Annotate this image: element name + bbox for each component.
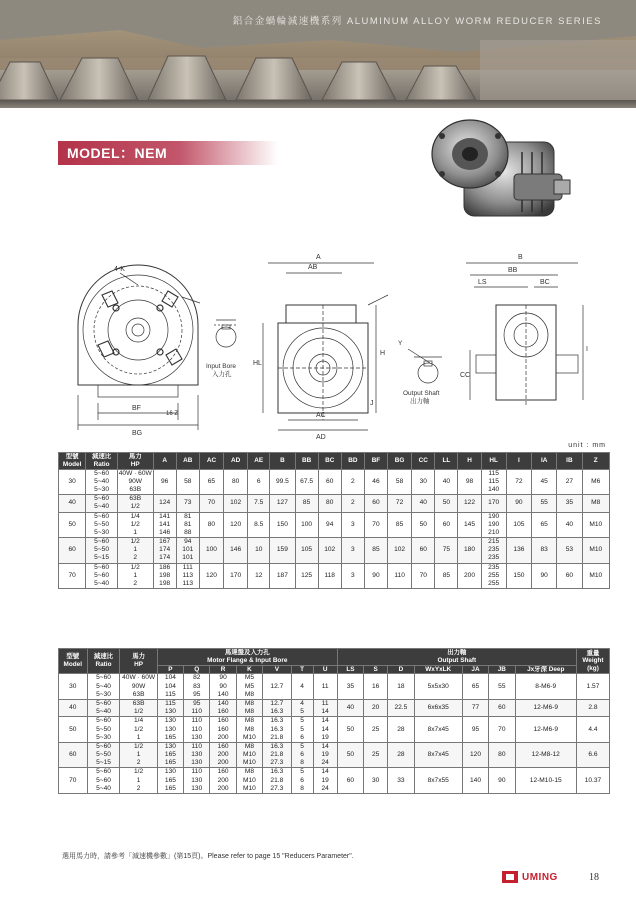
cell-ja: 65 <box>462 674 488 700</box>
table-row <box>59 742 610 768</box>
label-b: B <box>518 254 523 261</box>
cell-b: 99.5 <box>270 469 295 495</box>
label-bc: BC <box>540 279 550 286</box>
col-ad: AD <box>224 453 248 470</box>
col-s: S <box>364 665 388 674</box>
cell-a: 141 141 146 <box>153 512 176 538</box>
cell-ratio: 5~60 5~60 5~40 <box>86 563 118 589</box>
cell-k: M8 M8 <box>236 699 262 716</box>
cell-ib: 60 <box>557 563 582 589</box>
cell-ib: 35 <box>557 495 582 512</box>
cell-i: 136 <box>506 538 531 564</box>
col-v: V <box>263 665 292 674</box>
col-wxyxlk: WxYxLK <box>414 665 462 674</box>
cell-u: 14 19 24 <box>313 742 337 768</box>
cell-h: 145 <box>458 512 481 538</box>
col-bg: BG <box>388 453 412 470</box>
cell-bf: 85 <box>364 538 387 564</box>
cell-a: 96 <box>153 469 176 495</box>
cell-p: 130 130 165 <box>157 717 183 743</box>
cell-hp: 1/2 1 2 <box>120 768 157 794</box>
table-row <box>59 512 610 538</box>
cell-ia: 45 <box>532 469 557 495</box>
col-b: B <box>270 453 295 470</box>
cell-model: 40 <box>59 495 86 512</box>
cell-bf: 90 <box>364 563 387 589</box>
cell-hl: 115 115 140 <box>481 469 506 495</box>
cell-t: 4 5 <box>291 699 313 716</box>
cell-ratio: 5~60 5~50 5~15 <box>87 742 120 768</box>
cell-s: 16 <box>364 674 388 700</box>
cell-bg: 85 <box>388 512 412 538</box>
cell-k: M5 M5 M8 <box>236 674 262 700</box>
cell-h: 180 <box>458 538 481 564</box>
cell-ad: 120 <box>224 512 248 538</box>
cell-ja: 120 <box>462 742 488 768</box>
cell-model: 40 <box>59 699 88 716</box>
cell-t: 5 5 6 <box>291 717 313 743</box>
col-bc: BC <box>318 453 341 470</box>
cell-q: 110 130 130 <box>184 742 210 768</box>
dimension-table-header <box>59 453 610 470</box>
table-row <box>59 674 610 700</box>
series-title: 鋁合金蝸輪減速機系列 ALUMINUM ALLOY WORM REDUCER SERIES <box>232 16 602 27</box>
cell-h: 122 <box>458 495 481 512</box>
cell-ls: 60 <box>337 768 363 794</box>
col-d: D <box>388 665 414 674</box>
col-q: Q <box>184 665 210 674</box>
label-i: I <box>586 346 588 353</box>
cell-ab: 81 81 88 <box>176 512 199 538</box>
label-ac: AC <box>316 412 326 419</box>
page-number: 18 <box>589 872 599 883</box>
label-ls: LS <box>478 279 487 286</box>
cell-cc: 70 <box>412 563 435 589</box>
cell-r: 160 160 200 <box>210 717 236 743</box>
cell-t: 5 6 8 <box>291 742 313 768</box>
cell-ia: 90 <box>532 563 557 589</box>
cell-z: M10 <box>582 538 610 564</box>
cell-u: 11 14 <box>313 699 337 716</box>
cell-i: 105 <box>506 512 531 538</box>
cell-bb: 105 <box>295 538 318 564</box>
cell-q: 110 130 130 <box>184 768 210 794</box>
cell-bf: 46 <box>364 469 387 495</box>
cell-jx: 12-M6-9 <box>515 699 576 716</box>
cell-b: 159 <box>270 538 295 564</box>
cell-ac: 70 <box>199 495 223 512</box>
cell-cc: 30 <box>412 469 435 495</box>
table-row <box>59 563 610 589</box>
cell-model: 30 <box>59 674 88 700</box>
cell-ratio: 5~60 5~50 5~30 <box>87 717 120 743</box>
cell-k: M8 M8 M10 <box>236 717 262 743</box>
cell-hp: 40W · 60W 90W 63B <box>118 469 152 493</box>
col-bf: BF <box>364 453 387 470</box>
cell-d: 28 <box>388 742 414 768</box>
cell-ratio: 5~60 5~40 5~30 <box>87 674 120 700</box>
cell-q: 82 83 95 <box>184 674 210 700</box>
col-jb: JB <box>489 665 515 674</box>
col-ib: IB <box>557 453 582 470</box>
cell-w: 5x5x30 <box>414 674 462 700</box>
cell-ib: 53 <box>557 538 582 564</box>
cell-ratio: 5~60 5~40 <box>87 699 120 716</box>
label-input-bore: Input Bore <box>206 363 236 370</box>
group-motor-flange: 馬達盤及入力孔 Motor Flange & Input Bore <box>157 649 337 666</box>
cell-h: 200 <box>458 563 481 589</box>
cell-jb: 60 <box>489 699 515 716</box>
cell-h: 98 <box>458 469 481 495</box>
cell-s: 25 <box>364 717 388 743</box>
cell-bb: 67.5 <box>295 469 318 495</box>
cell-bc: 94 <box>318 512 341 538</box>
cell-ll: 40 <box>435 469 458 495</box>
cell-model: 60 <box>59 742 88 768</box>
cell-ls: 40 <box>337 699 363 716</box>
label-h: H <box>380 350 386 357</box>
logo-icon <box>502 871 518 883</box>
label-cc: CC <box>460 372 471 379</box>
label-z: 16 Z <box>166 411 179 417</box>
col-ia: IA <box>532 453 557 470</box>
cell-s: 20 <box>364 699 388 716</box>
cell-ratio: 5~60 5~50 5~30 <box>86 512 118 538</box>
col-ratio: 減速比 Ratio <box>87 649 120 674</box>
cell-bc: 80 <box>318 495 341 512</box>
label-4k: 4-K <box>114 266 125 273</box>
cell-d: 22.5 <box>388 699 414 716</box>
label-hl: HL <box>253 360 262 367</box>
col-t: T <box>291 665 313 674</box>
cell-ll: 50 <box>435 495 458 512</box>
col-jx-deep: Jx牙深 Deep <box>515 665 576 674</box>
table-row <box>59 538 610 564</box>
unit-label: unit : mm <box>568 442 606 449</box>
cell-bb: 100 <box>295 512 318 538</box>
cell-hp: 63B 1/2 <box>120 699 157 716</box>
cell-ls: 35 <box>337 674 363 700</box>
cell-a: 186 198 198 <box>153 563 176 589</box>
cell-hp: 1/4 1/2 1 <box>117 512 153 538</box>
col-weight: 重量 Weight (kg) <box>576 649 609 674</box>
cell-u: 14 14 19 <box>313 717 337 743</box>
cell-bf: 60 <box>364 495 387 512</box>
model-title: MODEL：NEM <box>58 141 278 165</box>
cell-hp: 1/2 1 2 <box>120 742 157 768</box>
col-cc: CC <box>412 453 435 470</box>
col-p: P <box>157 665 183 674</box>
cell-bb: 85 <box>295 495 318 512</box>
cell-jx: 12-M10-15 <box>515 768 576 794</box>
cell-ab: 111 113 113 <box>176 563 199 589</box>
cell-bg: 110 <box>388 563 412 589</box>
cell-cc: 40 <box>412 495 435 512</box>
col-i: I <box>506 453 531 470</box>
col-h: H <box>458 453 481 470</box>
label-bg: BG <box>132 430 143 437</box>
cell-jx: 8-M6-9 <box>515 674 576 700</box>
label-bf: BF <box>132 405 141 412</box>
col-u: U <box>313 665 337 674</box>
cell-ae: 10 <box>248 538 270 564</box>
cell-ll: 75 <box>435 538 458 564</box>
cell-w: 8x7x55 <box>414 768 462 794</box>
cell-v: 16.3 21.8 27.3 <box>263 742 292 768</box>
cell-ad: 102 <box>224 495 248 512</box>
col-ac: AC <box>199 453 223 470</box>
table-row <box>59 495 610 512</box>
label-ab: AB <box>308 264 318 271</box>
cell-ab: 94 101 101 <box>176 538 199 564</box>
cell-wt: 1.57 <box>576 674 609 700</box>
cell-i: 90 <box>506 495 531 512</box>
cell-t: 4 <box>291 674 313 700</box>
cell-r: 160 200 200 <box>210 742 236 768</box>
col-ja: JA <box>462 665 488 674</box>
cell-ratio: 5~60 5~50 5~15 <box>86 538 118 564</box>
cell-p: 130 165 165 <box>157 768 183 794</box>
cell-hp: 1/2 1 2 <box>117 538 153 564</box>
col-k: K <box>236 665 262 674</box>
label-input-bore-cn: 入力孔 <box>212 371 232 378</box>
cell-ae: 7.5 <box>248 495 270 512</box>
col-hl: HL <box>481 453 506 470</box>
cell-jb: 55 <box>489 674 515 700</box>
flange-shaft-table-body <box>59 674 610 794</box>
cell-hp: 40W · 60W 90W 63B <box>120 674 157 700</box>
cell-hl: 170 <box>481 495 506 512</box>
cell-k: M8 M10 M10 <box>236 742 262 768</box>
cell-bg: 102 <box>388 538 412 564</box>
brand-name: UMING <box>522 871 558 883</box>
cell-ia: 65 <box>532 512 557 538</box>
cell-ja: 140 <box>462 768 488 794</box>
cell-ad: 80 <box>224 469 248 495</box>
cell-r: 140 160 <box>210 699 236 716</box>
cell-u: 14 19 24 <box>313 768 337 794</box>
cell-p: 130 165 165 <box>157 742 183 768</box>
cell-ratio: 5~60 5~60 5~40 <box>87 768 120 794</box>
cell-z: M10 <box>582 512 610 538</box>
cell-bf: 70 <box>364 512 387 538</box>
cell-q: 110 110 130 <box>184 717 210 743</box>
cell-ae: 12 <box>248 563 270 589</box>
label-j: J <box>370 400 374 407</box>
cell-d: 18 <box>388 674 414 700</box>
cell-v: 12.7 <box>263 674 292 700</box>
cell-wt: 6.6 <box>576 742 609 768</box>
col-ae: AE <box>248 453 270 470</box>
cell-ac: 120 <box>199 563 223 589</box>
table-row <box>59 768 610 794</box>
cell-ab: 73 <box>176 495 199 512</box>
cell-z: M6 <box>582 469 610 495</box>
cell-b: 127 <box>270 495 295 512</box>
col-hp: 馬力 HP <box>120 649 157 674</box>
dimension-drawing <box>58 245 594 445</box>
cell-model: 70 <box>59 563 86 589</box>
col-model: 型號 Model <box>59 649 88 674</box>
cell-p: 115 130 <box>157 699 183 716</box>
cell-a: 167 174 174 <box>153 538 176 564</box>
cell-r: 160 200 200 <box>210 768 236 794</box>
cell-bc: 60 <box>318 469 341 495</box>
col-hp: 馬力 HP <box>117 453 153 470</box>
cell-b: 150 <box>270 512 295 538</box>
cell-wt: 2.8 <box>576 699 609 716</box>
cell-ls: 50 <box>337 717 363 743</box>
cell-ac: 100 <box>199 538 223 564</box>
footnote: 選用馬力時，請參考「減速機參數」(第15頁)。Please refer to page 15 "Reducers Parameter". <box>62 853 354 860</box>
dimension-table-body <box>59 469 610 589</box>
group-output-shaft: 出力軸 Output Shaft <box>337 649 576 666</box>
col-r: R <box>210 665 236 674</box>
cell-model: 50 <box>59 512 86 538</box>
cell-bb: 125 <box>295 563 318 589</box>
cell-z: M10 <box>582 563 610 589</box>
cell-ae: 6 <box>248 469 270 495</box>
cell-b: 187 <box>270 563 295 589</box>
col-bd: BD <box>341 453 364 470</box>
col-ab: AB <box>176 453 199 470</box>
col-model: 型號 Model <box>59 453 86 470</box>
label-a: A <box>316 254 321 261</box>
cell-bd: 2 <box>341 469 364 495</box>
output-shaft-detail <box>408 349 442 383</box>
cell-ratio: 5~60 5~40 5~30 <box>86 469 118 495</box>
table-row <box>59 469 610 495</box>
cell-ll: 85 <box>435 563 458 589</box>
cell-bd: 3 <box>341 512 364 538</box>
cell-cc: 60 <box>412 538 435 564</box>
cell-ad: 170 <box>224 563 248 589</box>
flange-shaft-table <box>58 648 610 794</box>
cell-s: 25 <box>364 742 388 768</box>
cell-t: 5 6 8 <box>291 768 313 794</box>
cell-k: M8 M10 M10 <box>236 768 262 794</box>
cell-z: M8 <box>582 495 610 512</box>
cell-ja: 95 <box>462 717 488 743</box>
cell-ia: 55 <box>532 495 557 512</box>
cell-cc: 50 <box>412 512 435 538</box>
cell-r: 90 90 140 <box>210 674 236 700</box>
cell-hl: 190 190 210 <box>481 512 506 538</box>
cell-jb: 90 <box>489 768 515 794</box>
cell-jb: 70 <box>489 717 515 743</box>
label-ad: AD <box>316 434 326 441</box>
cell-w: 8x7x45 <box>414 742 462 768</box>
cell-hp: 1/4 1/2 1 <box>120 717 157 743</box>
col-ll: LL <box>435 453 458 470</box>
cell-bd: 3 <box>341 538 364 564</box>
cell-a: 124 <box>153 495 176 512</box>
cell-ls: 50 <box>337 742 363 768</box>
reducer-photo <box>422 112 572 232</box>
cell-d: 28 <box>388 717 414 743</box>
cell-q: 95 110 <box>184 699 210 716</box>
col-ratio: 減速比 Ratio <box>86 453 118 470</box>
cell-wt: 4.4 <box>576 717 609 743</box>
cell-s: 30 <box>364 768 388 794</box>
cell-jb: 80 <box>489 742 515 768</box>
cell-w: 8x7x45 <box>414 717 462 743</box>
cell-ac: 80 <box>199 512 223 538</box>
cell-hp: 1/2 1 2 <box>117 563 153 589</box>
cell-bd: 3 <box>341 563 364 589</box>
cell-d: 33 <box>388 768 414 794</box>
cell-bc: 118 <box>318 563 341 589</box>
cell-v: 16.3 21.8 27.3 <box>263 768 292 794</box>
cell-hp: 63B 1/2 <box>117 495 153 512</box>
label-y: Y <box>398 340 403 347</box>
col-a: A <box>153 453 176 470</box>
cell-model: 70 <box>59 768 88 794</box>
cell-u: 11 <box>313 674 337 700</box>
cell-ia: 83 <box>532 538 557 564</box>
cell-hl: 235 255 255 <box>481 563 506 589</box>
cell-model: 30 <box>59 469 86 495</box>
cell-bg: 72 <box>388 495 412 512</box>
header-banner <box>0 0 636 108</box>
flange-shaft-table-header <box>59 649 610 674</box>
col-ls: LS <box>337 665 363 674</box>
input-bore-detail <box>214 320 238 347</box>
cell-bg: 58 <box>388 469 412 495</box>
cell-bd: 2 <box>341 495 364 512</box>
cell-ratio: 5~60 5~40 <box>86 495 118 512</box>
cell-jx: 12-M6-9 <box>515 717 576 743</box>
cell-ac: 65 <box>199 469 223 495</box>
cell-model: 50 <box>59 717 88 743</box>
cell-ad: 146 <box>224 538 248 564</box>
cell-p: 104 104 115 <box>157 674 183 700</box>
cell-jx: 12-M8-12 <box>515 742 576 768</box>
cell-v: 12.7 16.3 <box>263 699 292 716</box>
table-row <box>59 699 610 716</box>
cell-w: 6x6x35 <box>414 699 462 716</box>
cell-ib: 40 <box>557 512 582 538</box>
label-output-shaft: Output Shaft <box>403 390 440 397</box>
cell-ab: 58 <box>176 469 199 495</box>
cell-i: 72 <box>506 469 531 495</box>
dimension-table <box>58 452 610 589</box>
cell-ib: 27 <box>557 469 582 495</box>
table-row <box>59 717 610 743</box>
cell-i: 150 <box>506 563 531 589</box>
cell-model: 60 <box>59 538 86 564</box>
cell-ae: 8.5 <box>248 512 270 538</box>
label-output-shaft-cn: 出力軸 <box>410 398 430 405</box>
cell-hl: 215 235 235 <box>481 538 506 564</box>
cell-ll: 60 <box>435 512 458 538</box>
col-z: Z <box>582 453 610 470</box>
cell-wt: 10.37 <box>576 768 609 794</box>
cell-v: 16.3 16.3 21.8 <box>263 717 292 743</box>
brand-logo <box>502 871 558 883</box>
banner-divider <box>0 100 636 108</box>
cell-bc: 102 <box>318 538 341 564</box>
label-bb: BB <box>508 267 518 274</box>
cell-ja: 77 <box>462 699 488 716</box>
col-bb: BB <box>295 453 318 470</box>
